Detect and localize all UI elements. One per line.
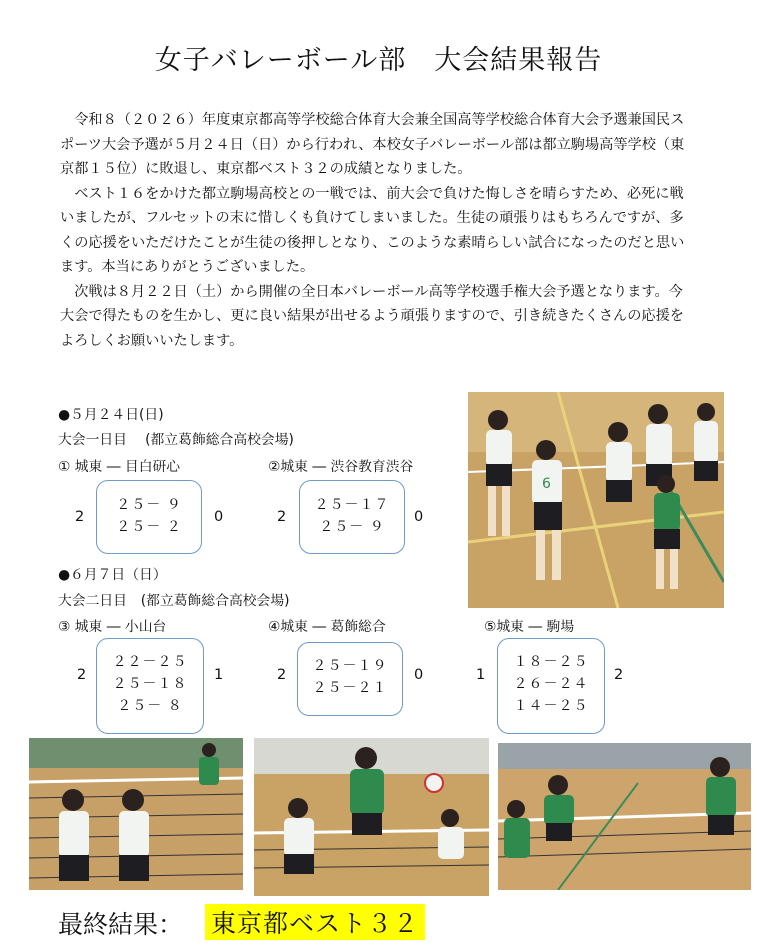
match-2-right-score: 0 — [414, 509, 424, 525]
match-4-right-score: 0 — [414, 667, 424, 683]
match-2-set-1: ２５－１７ — [314, 497, 390, 513]
match-5-left-score: 1 — [476, 667, 486, 683]
match-3-label: ③ 城東 ― 小山台 — [58, 619, 167, 635]
match-photo-2 — [254, 738, 489, 896]
match-4-sets-bracket — [297, 642, 403, 716]
match-2-left-score: 2 — [277, 509, 287, 525]
match-3-left-score: 2 — [77, 667, 87, 683]
match-4-set-1: ２５－１９ — [312, 658, 388, 674]
match-5-right-score: 2 — [614, 667, 624, 683]
final-result-value: 東京都ベスト３２ — [205, 904, 425, 940]
match-4-left-score: 2 — [277, 667, 287, 683]
match-5-set-3: １４－２５ — [513, 698, 589, 714]
match-1-right-score: 0 — [214, 509, 224, 525]
match-5-sets-bracket — [497, 638, 605, 734]
team-photo-block — [468, 392, 724, 608]
match-3-set-2: ２５－１８ — [112, 676, 188, 692]
paragraph-1: 令和８（２０２６）年度東京都高等学校総合体育大会兼全国高等学校総合体育大会予選兼国民スポーツ大会予選が５月２４日（日）から行われ、本校女子バレーボール部は都立駒場高等学校（東京都１５位）に敗退し、東京都ベスト３２の成績となりました。 — [60, 112, 685, 177]
day2-venue: 大会二日目 (都立葛飾総合高校会場) — [58, 593, 290, 609]
page-title: 女子バレーボール部 大会結果報告 — [154, 45, 603, 76]
match-5-label: ⑤城東 ― 駒場 — [484, 619, 575, 635]
svg-text:6: 6 — [542, 476, 551, 492]
match-1-left-score: 2 — [75, 509, 85, 525]
match-4-label: ④城東 ― 葛飾総合 — [268, 619, 386, 635]
match-2-label: ②城東 ― 渋谷教育渋谷 — [268, 459, 414, 475]
match-1-label: ① 城東 ― 目白研心 — [58, 459, 181, 475]
match-3-sets-bracket — [96, 638, 204, 734]
match-1-set-1: ２５－ ９ — [116, 497, 182, 513]
match-1-set-2: ２５－ ２ — [116, 519, 182, 535]
final-result-label: 最終結果： — [58, 910, 184, 939]
day1-venue: 大会一日目 (都立葛飾総合高校会場) — [58, 432, 294, 448]
match-3-right-score: 1 — [214, 667, 224, 683]
match-5-set-2: ２６－２４ — [513, 676, 589, 692]
match-2-set-2: ２５－ ９ — [319, 519, 385, 535]
paragraph-2: ベスト１６をかけた都立駒場高校との一戦では、前大会で負けた悔しさを晴らすため、必死に戦いましたが、フルセットの末に惜しくも負けてしまいました。生徒の頑張りはもちろんですが、多くの応援をいただけたことが生徒の後押しとなり、このような素晴らしい試合になったのだと思います。本当にありがとうございました。 — [60, 185, 685, 275]
report-body — [60, 108, 690, 353]
match-5-set-1: １８－２５ — [513, 654, 589, 670]
match-1-sets-bracket — [96, 480, 202, 554]
match-3-set-1: ２２－２５ — [112, 654, 188, 670]
paragraph-3: 次戦は８月２２日（土）から開催の全日本バレーボール高等学校選手権大会予選となります。今大会で得たものを生かし、更に良い結果が出せるよう頑張りますので、引き続きたくさんの応援をよろしくお願いいたします。 — [60, 283, 684, 349]
match-photo-1 — [29, 738, 243, 890]
match-photo-3 — [498, 743, 751, 890]
match-2-sets-bracket — [299, 480, 405, 554]
match-4-set-2: ２５－２１ — [312, 680, 388, 696]
match-3-set-3: ２５－ ８ — [117, 698, 183, 714]
day2-date: ●６月７日（日） — [58, 567, 167, 583]
day1-date: ●５月２４日(日) — [58, 407, 164, 423]
